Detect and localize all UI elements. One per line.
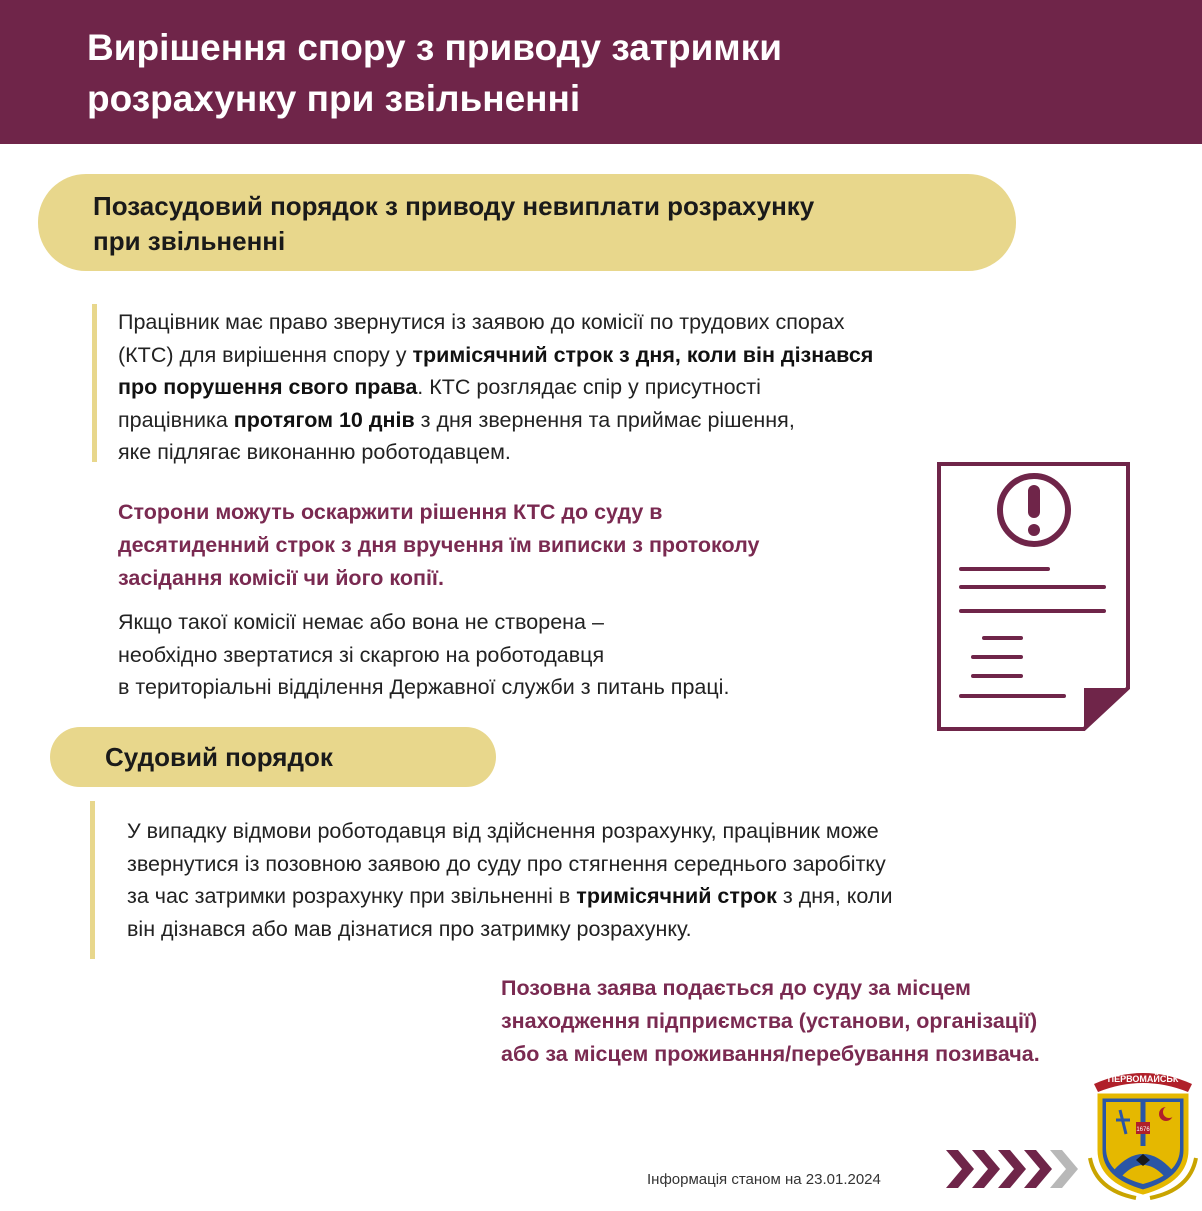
no-commission-note — [118, 606, 908, 704]
text-line: У випадку відмови роботодавця від здійснення розрахунку, працівник може — [127, 819, 879, 843]
bold-text: тримісячний строк з дня, коли він дізнався — [412, 342, 874, 367]
text-line: в територіальні відділення Державної служби з питань праці. — [118, 675, 730, 699]
jurisdiction-highlight — [501, 972, 1161, 1071]
text-line: Працівник має право звернутися із заявою до комісії по трудових спорах — [118, 310, 845, 334]
text-line: звернутися із позовною заявою до суду про стягнення середнього заробітку — [127, 851, 886, 876]
text-line: (КТС) для вирішення спору у — [118, 342, 413, 367]
text-line: з дня звернення та приймає рішення, — [414, 407, 795, 432]
appeal-highlight — [118, 496, 898, 595]
text-line: знаходження підприємства (установи, організації) — [501, 1009, 1038, 1033]
text-line: засідання комісії чи його копії. — [118, 566, 444, 590]
text-line: або за місцем проживання/перебування позивача. — [501, 1042, 1040, 1066]
section-title-extrajudicial — [93, 189, 953, 259]
chevrons-right-icon — [944, 1148, 1094, 1190]
section-title-line-1: Позасудовий порядок з приводу невиплати розрахунку — [93, 191, 815, 221]
emblem-year: 1676 — [1136, 1127, 1150, 1133]
text-line: десятиденний строк з дня вручення їм виписки з протоколу — [118, 533, 760, 557]
bold-text: про порушення свого права — [118, 375, 418, 399]
info-date: Інформація станом на 23.01.2024 — [647, 1171, 881, 1188]
page-title — [87, 22, 987, 124]
bold-text: тримісячний строк — [576, 884, 777, 908]
text-line: працівника — [118, 407, 234, 432]
text-line: яке підлягає виконанню роботодавцем. — [118, 440, 511, 464]
page-title-line-2: розрахунку при звільненні — [87, 78, 581, 119]
paragraph-accent-bar — [90, 801, 95, 959]
paragraph-accent-bar — [92, 304, 97, 462]
text-line: . КТС розглядає спір у присутності — [417, 375, 761, 399]
text-line: за час затримки розрахунку при звільненні в — [127, 884, 577, 908]
text-line: з дня, коли — [776, 884, 893, 908]
text-line: Позовна заява подається до суду за місцем — [501, 976, 971, 1000]
extrajudicial-paragraph — [118, 306, 1018, 469]
emblem-city-name: ПЕРВОМАЙСЬК — [1107, 1074, 1179, 1084]
bold-text: протягом 10 днів — [233, 407, 415, 432]
text-line: він дізнався або мав дізнатися про затримку розрахунку. — [127, 916, 692, 941]
section-title-judicial: Судовий порядок — [105, 742, 333, 772]
page-title-line-1: Вирішення спору з приводу затримки — [87, 27, 782, 68]
header-banner — [0, 0, 1202, 144]
judicial-paragraph — [127, 815, 1067, 945]
text-line: Сторони можуть оскаржити рішення КТС до суду в — [118, 500, 663, 524]
section-title-line-2: при звільненні — [93, 226, 286, 256]
document-warning-icon — [936, 461, 1131, 732]
text-line: Якщо такої комісії немає або вона не створена – — [118, 610, 604, 634]
text-line: необхідно звертатися зі скаргою на роботодавця — [118, 642, 605, 667]
city-coat-of-arms — [1086, 1062, 1200, 1202]
